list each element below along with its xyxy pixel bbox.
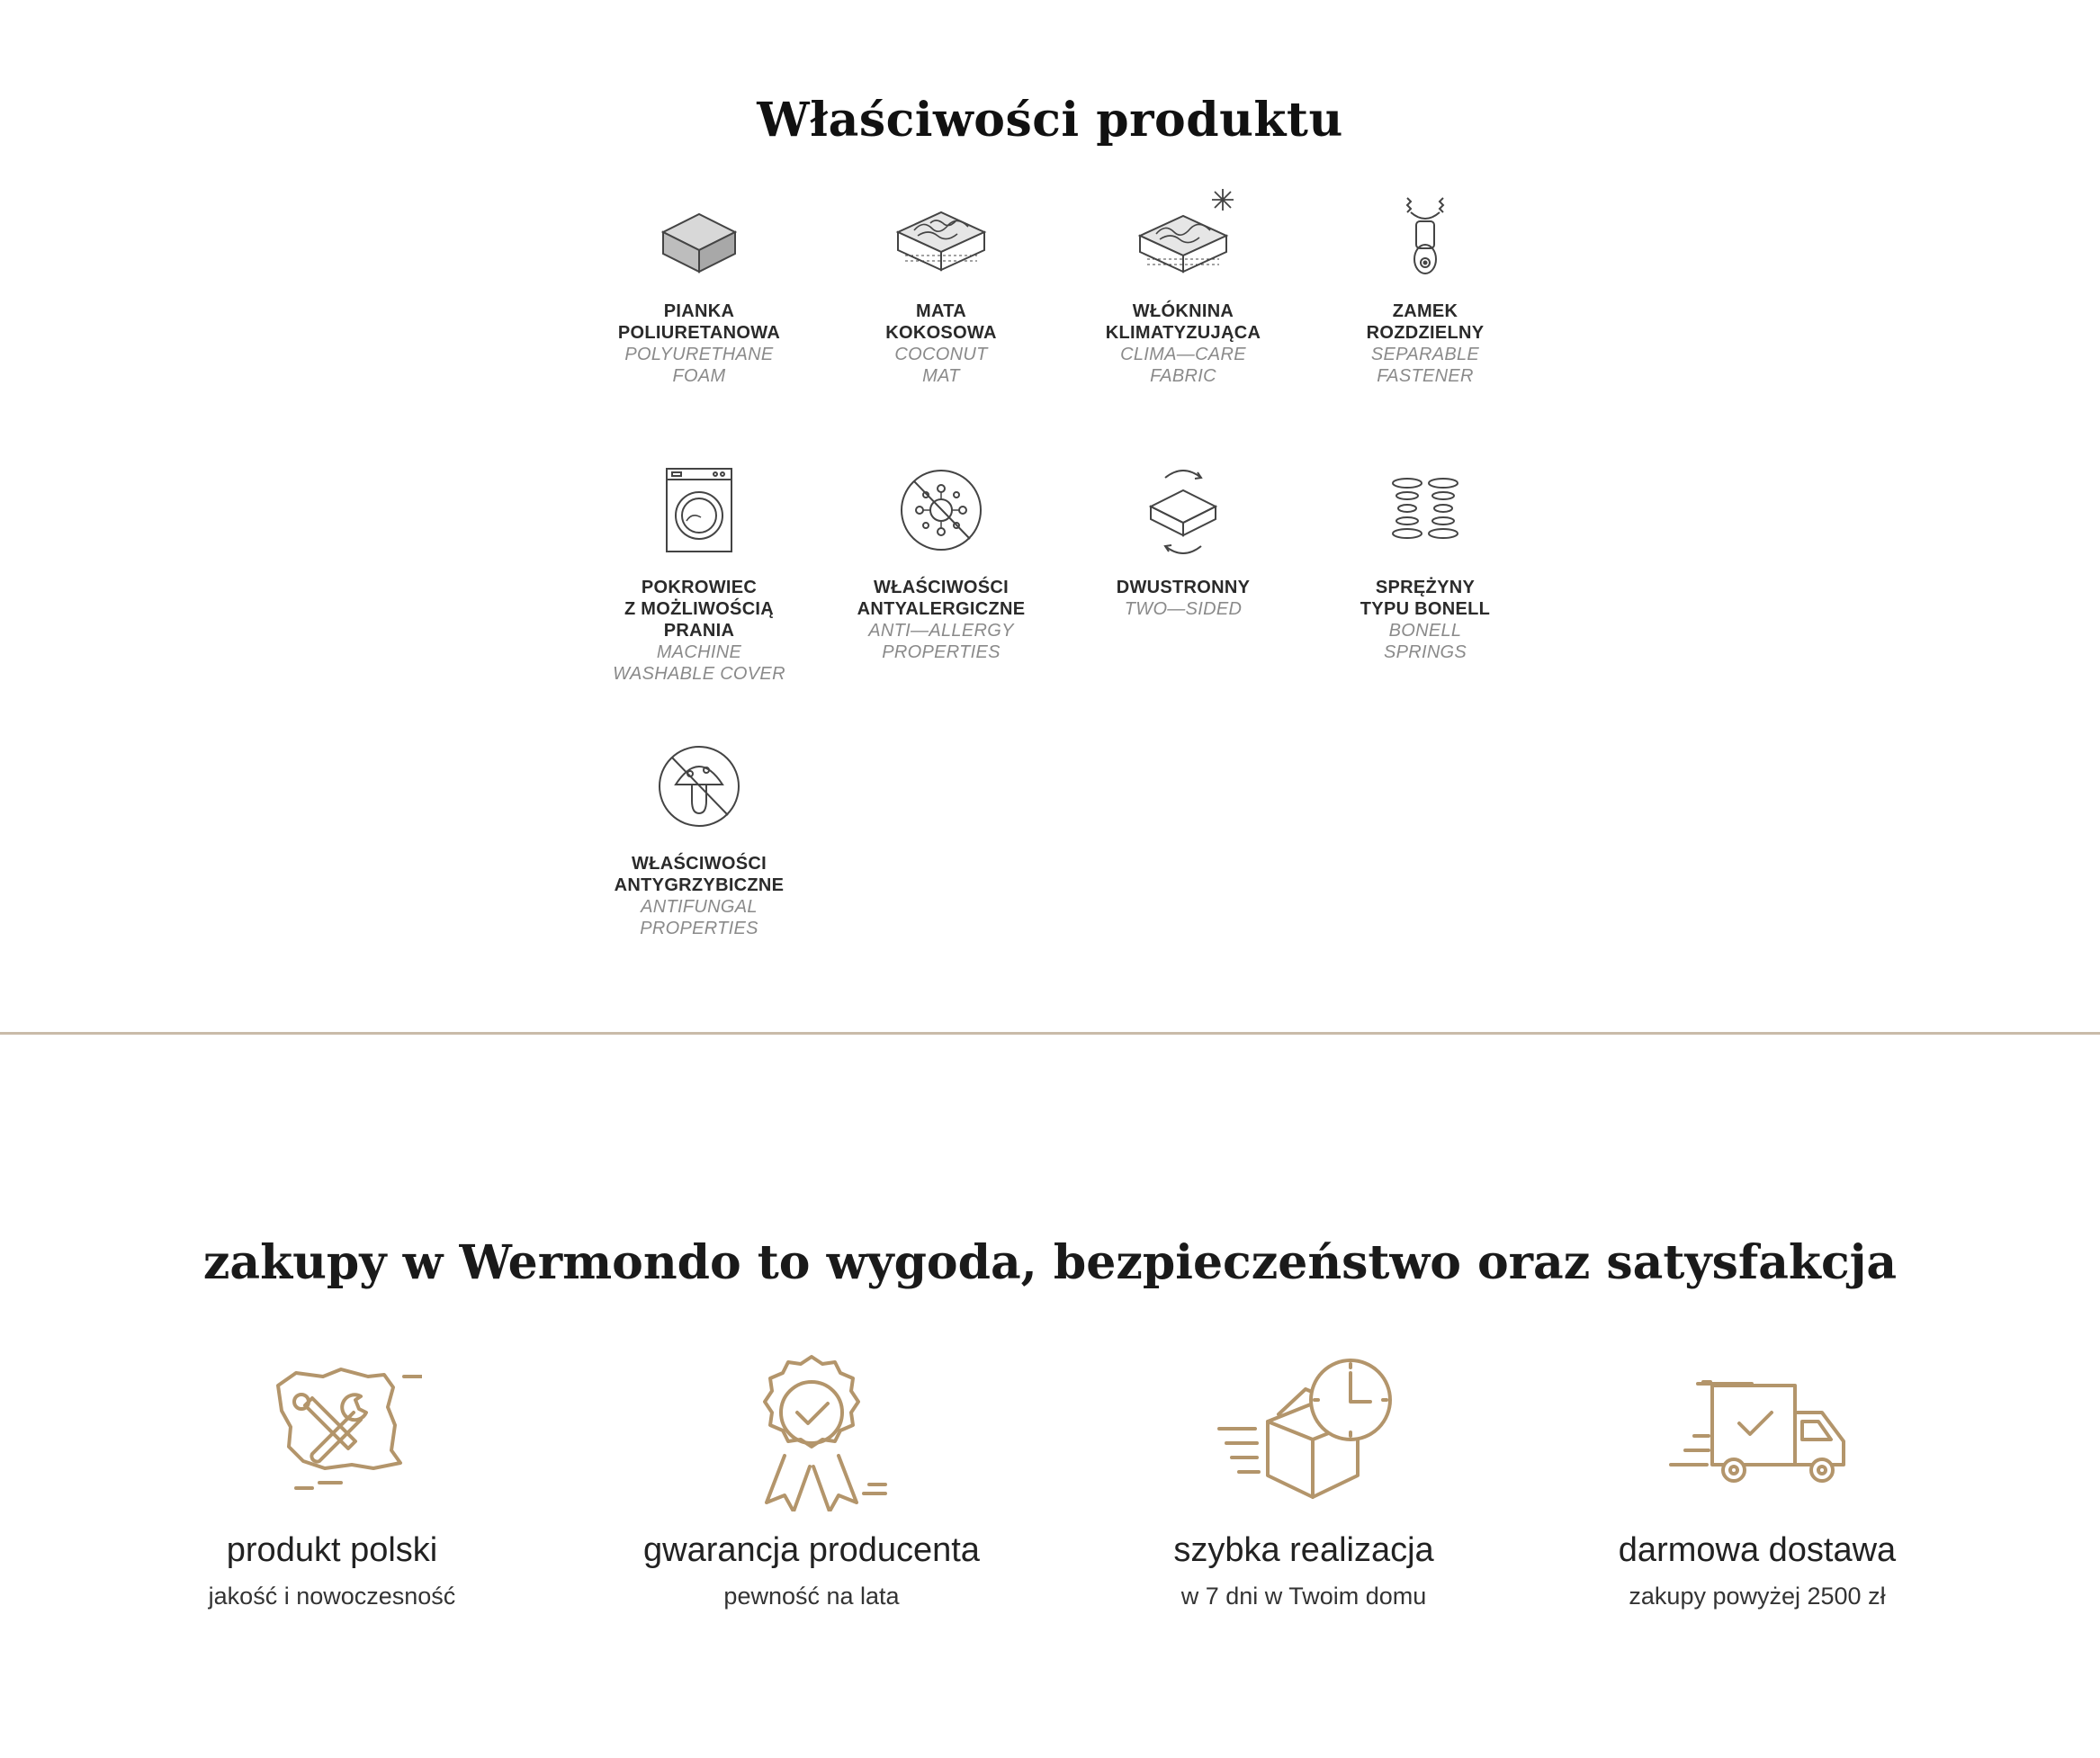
feature-label-en: MACHINE WASHABLE COVER <box>613 642 785 684</box>
brand-name: Wermondo <box>459 1235 741 1291</box>
benefit-subtitle: jakość i nowoczesność <box>208 1583 456 1610</box>
delivery-truck-icon <box>1667 1350 1847 1511</box>
poland-tools-icon <box>242 1350 422 1511</box>
feature-label-en: TWO—SIDED <box>1124 599 1243 619</box>
clima-fabric-icon <box>1129 180 1237 288</box>
zipper-icon <box>1371 180 1479 288</box>
springs-icon <box>1371 456 1479 564</box>
feature-label-en: SEPARABLE FASTENER <box>1370 345 1480 386</box>
warranty-badge-icon <box>722 1350 902 1511</box>
promo-title-prefix: zakupy w <box>202 1235 460 1291</box>
feature-label-en: COCONUT MAT <box>894 345 988 386</box>
feature-coconut-mat <box>820 180 1063 387</box>
feature-label-en: ANTIFUNGAL PROPERTIES <box>640 897 758 938</box>
feature-polyurethane-foam <box>578 180 821 387</box>
washing-machine-icon <box>645 456 753 564</box>
feature-label-pl: ZAMEK ROZDZIELNY <box>1366 301 1485 343</box>
antifungal-icon <box>645 732 753 840</box>
feature-label-pl: WŁAŚCIWOŚCI ANTYGRZYBICZNE <box>614 854 785 895</box>
feature-antifungal <box>578 732 821 939</box>
benefit-manufacturer-warranty <box>596 1350 1028 1610</box>
feature-label-en: BONELL SPRINGS <box>1383 621 1467 662</box>
benefit-title: produkt polski <box>226 1531 438 1569</box>
feature-clima-care-fabric <box>1062 180 1305 387</box>
feature-separable-fastener <box>1304 180 1547 387</box>
promo-title-suffix: to wygoda, bezpieczeństwo oraz satysfakcja <box>740 1235 1898 1291</box>
benefit-title: szybka realizacja <box>1173 1531 1434 1569</box>
feature-label-pl: DWUSTRONNY <box>1116 578 1251 597</box>
feature-label-pl: WŁAŚCIWOŚCI ANTYALERGICZNE <box>857 578 1026 619</box>
feature-label-pl: MATA KOKOSOWA <box>885 301 997 343</box>
coconut-mat-icon <box>887 180 995 288</box>
section-divider <box>0 1032 2100 1035</box>
benefit-title: darmowa dostawa <box>1618 1531 1897 1569</box>
feature-label-en: ANTI—ALLERGY PROPERTIES <box>868 621 1014 662</box>
feature-bonell-springs <box>1304 456 1547 663</box>
benefit-subtitle: w 7 dni w Twoim domu <box>1180 1583 1427 1610</box>
benefit-polish-product <box>116 1350 548 1610</box>
two-sided-icon <box>1129 456 1237 564</box>
benefit-subtitle: zakupy powyżej 2500 zł <box>1629 1583 1886 1610</box>
feature-two-sided <box>1062 456 1305 620</box>
feature-label-en: CLIMA—CARE FABRIC <box>1120 345 1246 386</box>
feature-label-pl: WŁÓKNINA KLIMATYZUJĄCA <box>1105 301 1261 343</box>
feature-label-pl: PIANKA POLIURETANOWA <box>617 301 781 343</box>
benefit-free-shipping <box>1541 1350 1973 1610</box>
feature-washable-cover <box>578 456 821 685</box>
fast-box-clock-icon <box>1214 1350 1394 1511</box>
feature-anti-allergy <box>820 456 1063 663</box>
feature-label-pl: POKROWIEC Z MOŻLIWOŚCIĄ PRANIA <box>624 578 775 641</box>
benefit-subtitle: pewność na lata <box>723 1583 900 1610</box>
page-title: Właściwości produktu <box>757 92 1343 148</box>
feature-label-en: POLYURETHANE FOAM <box>624 345 774 386</box>
benefit-fast-delivery-time <box>1088 1350 1520 1610</box>
benefit-title: gwarancja producenta <box>643 1531 980 1569</box>
foam-block-icon <box>645 180 753 288</box>
feature-label-pl: SPRĘŻYNY TYPU BONELL <box>1360 578 1491 619</box>
anti-allergy-icon <box>887 456 995 564</box>
promo-title <box>0 1235 2100 1290</box>
